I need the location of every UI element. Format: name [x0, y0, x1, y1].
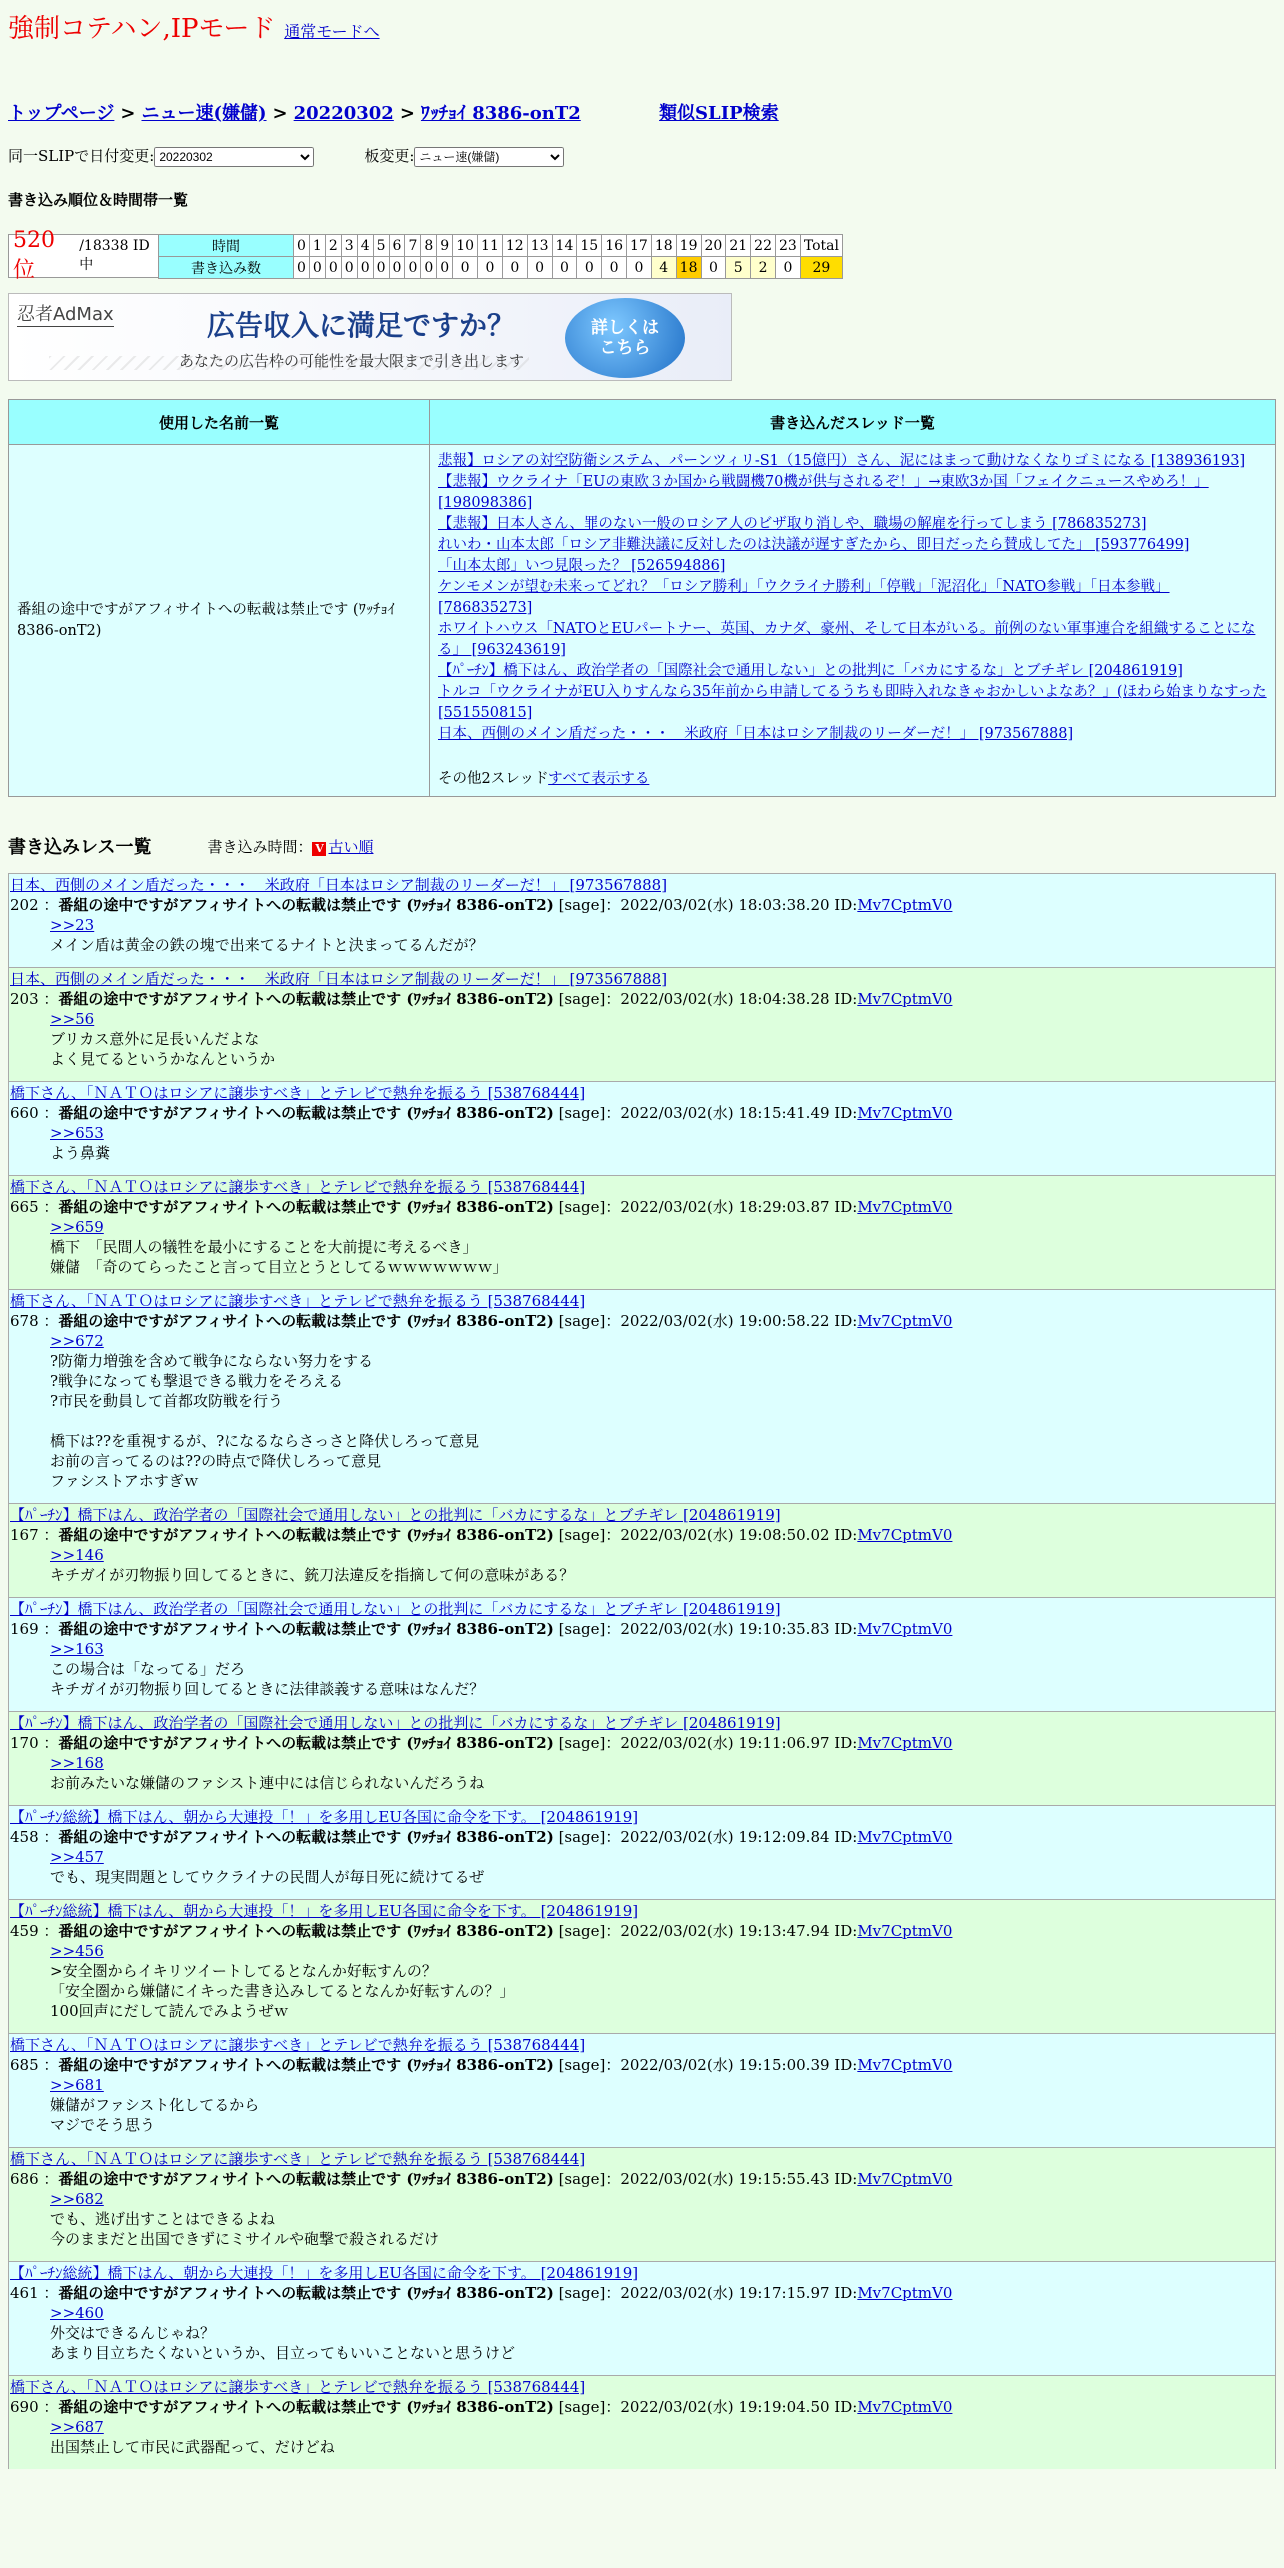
- post-thread-link[interactable]: 橋下さん、「ＮＡＴＯはロシアに譲歩すべき」とテレビで熱弁を振るう [538768444]: [10, 2150, 586, 2168]
- reply-anchor-link[interactable]: >>168: [50, 1754, 104, 1772]
- post-text: ブリカス意外に足長いんだよな よく見てるというかなんというか: [50, 1030, 276, 1068]
- post-meta: 170 ：番組の途中ですがアフィサイトへの転載は禁止です (ﾜｯﾁｮｲ 8386-onT2) [sage]：2022/03/02(水) 19:11:06.97 ID:Mv7CptmV0: [10, 1734, 953, 1752]
- thread-link[interactable]: ケンモメンが望む未来ってどれ？「ロシア勝利」「ウクライナ勝利」「停戦」「泥沼化」「NATO参戦」「日本参戦」 [786835273]: [438, 579, 1170, 616]
- post-body: [50, 1941, 1275, 2021]
- post-text: 外交はできるんじゃね？ あまり目立ちたくないというか、目立ってもいいことないと思うけど: [50, 2324, 516, 2362]
- ad-detail-button[interactable]: 詳しくは こちら: [565, 298, 685, 378]
- post-text: 橋下 「民間人の犠牲を最小にすることを大前提に考えるべき」 嫌儲 「奇のてらったこと言って目立とうとしてるｗｗｗｗｗｗｗ」: [50, 1238, 508, 1276]
- post-text: お前みたいな嫌儲のファシスト連中には信じられないんだろうね: [50, 1774, 485, 1792]
- date-select[interactable]: [154, 147, 314, 167]
- count-cell: 29: [800, 257, 842, 279]
- post-name: 番組の途中ですがアフィサイトへの転載は禁止です (ﾜｯﾁｮｲ 8386-onT2): [58, 1620, 554, 1638]
- post-body: [50, 915, 1275, 955]
- post-thread-link[interactable]: 【ﾊﾟｰﾁﾝ】橋下はん、政治学者の「国際社会で通用しない」との批判に「バカにするな」とブチギレ [204861919]: [10, 1714, 781, 1732]
- post-meta: 686 ：番組の途中ですがアフィサイトへの転載は禁止です (ﾜｯﾁｮｲ 8386-onT2) [sage]：2022/03/02(水) 19:15:55.43 ID:Mv7CptmV0: [10, 2170, 953, 2188]
- post-body: [50, 1545, 1275, 1585]
- hour-cell: 11: [478, 235, 503, 257]
- post-id-link[interactable]: Mv7CptmV0: [857, 1620, 953, 1638]
- post-text: でも、逃げ出すことはできるよね 今のままだと出国できずにミサイルや砲撃で殺されるだけ: [50, 2210, 439, 2248]
- responses-header: [8, 833, 1276, 859]
- post-meta: 461 ：番組の途中ですがアフィサイトへの転載は禁止です (ﾜｯﾁｮｲ 8386-onT2) [sage]：2022/03/02(水) 19:17:15.97 ID:Mv7CptmV0: [10, 2284, 953, 2302]
- post-info: [sage]：2022/03/02(水) 19:19:04.50 ID:: [553, 2398, 858, 2416]
- count-cell: 0: [602, 257, 627, 279]
- count-cell: 0: [405, 257, 421, 279]
- post-number: 169: [10, 1620, 39, 1638]
- hour-cell: 5: [373, 235, 389, 257]
- post: [8, 1597, 1276, 1711]
- normal-mode-link[interactable]: 通常モードへ: [284, 22, 380, 41]
- reply-anchor-link[interactable]: >>681: [50, 2076, 104, 2094]
- post: [8, 1081, 1276, 1175]
- post-name: 番組の途中ですがアフィサイトへの転載は禁止です (ﾜｯﾁｮｲ 8386-onT2): [58, 2056, 554, 2074]
- post-id-link[interactable]: Mv7CptmV0: [857, 990, 953, 1008]
- count-cell: 0: [453, 257, 478, 279]
- post-body: [50, 1639, 1275, 1699]
- breadcrumb-sep: >: [272, 103, 288, 124]
- post-info: [sage]：2022/03/02(水) 18:04:38.28 ID:: [553, 990, 858, 1008]
- count-label: 書き込み数: [159, 257, 294, 279]
- post-meta: 203 ：番組の途中ですがアフィサイトへの転載は禁止です (ﾜｯﾁｮｲ 8386-onT2) [sage]：2022/03/02(水) 18:04:38.28 ID:Mv7CptmV0: [10, 990, 953, 1008]
- thread-link[interactable]: 【悲報】ウクライナ「EUの東欧３か国から戦闘機70機が供与されるぞ！」→東欧3か国「フェイクニュースやめろ！」 [198098386]: [438, 474, 1209, 511]
- post-meta: 169 ：番組の途中ですがアフィサイトへの転載は禁止です (ﾜｯﾁｮｲ 8386-onT2) [sage]：2022/03/02(水) 19:10:35.83 ID:Mv7CptmV0: [10, 1620, 953, 1638]
- post-info: [sage]：2022/03/02(水) 18:03:38.20 ID:: [553, 896, 858, 914]
- post-number: 685: [10, 2056, 39, 2074]
- reply-anchor-link[interactable]: >>672: [50, 1332, 104, 1350]
- count-cell: 0: [357, 257, 373, 279]
- post-number: 459: [10, 1922, 39, 1940]
- post-meta: 459 ：番組の途中ですがアフィサイトへの転載は禁止です (ﾜｯﾁｮｲ 8386-onT2) [sage]：2022/03/02(水) 19:13:47.94 ID:Mv7CptmV0: [10, 1922, 953, 1940]
- post: [8, 967, 1276, 1081]
- hour-cell: 16: [602, 235, 627, 257]
- hour-cell: Total: [800, 235, 842, 257]
- hour-cell: 8: [421, 235, 437, 257]
- post-id-link[interactable]: Mv7CptmV0: [857, 2056, 953, 2074]
- post-text: よう鼻糞: [50, 1144, 111, 1162]
- threads-column-header: 書き込んだスレッド一覧: [430, 400, 1276, 445]
- post-id-link[interactable]: Mv7CptmV0: [857, 1526, 953, 1544]
- count-cell: 0: [527, 257, 552, 279]
- hour-cell: 12: [502, 235, 527, 257]
- hour-cell: 2: [325, 235, 341, 257]
- hour-cell: 15: [577, 235, 602, 257]
- post-text: キチガイが刃物振り回してるときに、銃刀法違反を指摘して何の意味がある？: [50, 1566, 575, 1584]
- sort-control: [207, 836, 373, 857]
- post-meta: 665 ：番組の途中ですがアフィサイトへの転載は禁止です (ﾜｯﾁｮｲ 8386-onT2) [sage]：2022/03/02(水) 18:29:03.87 ID:Mv7CptmV0: [10, 1198, 953, 1216]
- ad-headline: 広告収入に満足ですか？: [207, 309, 516, 342]
- post: [8, 1503, 1276, 1597]
- post-thread-link[interactable]: 橋下さん、「ＮＡＴＯはロシアに譲歩すべき」とテレビで熱弁を振るう [538768444]: [10, 1084, 586, 1102]
- hour-cell: 23: [775, 235, 800, 257]
- hour-cell: 10: [453, 235, 478, 257]
- reply-anchor-link[interactable]: >>456: [50, 1942, 104, 1960]
- post-meta: 167 ：番組の途中ですがアフィサイトへの転載は禁止です (ﾜｯﾁｮｲ 8386-onT2) [sage]：2022/03/02(水) 19:08:50.02 ID:Mv7CptmV0: [10, 1526, 953, 1544]
- post-thread-link[interactable]: 日本、西側のメイン盾だった・・・ 米政府「日本はロシア制裁のリーダーだ！」 [973567888]: [10, 970, 668, 988]
- post-info: [sage]：2022/03/02(水) 19:00:58.22 ID:: [553, 1312, 858, 1330]
- count-cell: 0: [552, 257, 577, 279]
- post-info: [sage]：2022/03/02(水) 18:29:03.87 ID:: [553, 1198, 858, 1216]
- post-name: 番組の途中ですがアフィサイトへの転載は禁止です (ﾜｯﾁｮｲ 8386-onT2): [58, 1526, 554, 1544]
- post-text: 出国禁止して市民に武器配って、だけどね: [50, 2438, 335, 2456]
- sort-oldest-link[interactable]: 古い順: [328, 837, 374, 856]
- reply-anchor-link[interactable]: >>460: [50, 2304, 104, 2322]
- used-name: 番組の途中ですがアフィサイトへの転載は禁止です (ﾜｯﾁｮｲ 8386-onT2): [9, 445, 430, 797]
- thread-list-cell: [430, 445, 1276, 797]
- count-cell: 18: [676, 257, 701, 279]
- date-select-label: 同一SLIPで日付変更:: [8, 147, 155, 165]
- post-thread-link[interactable]: 【ﾊﾟｰﾁﾝ総統】橋下はん、朝から大連投「！」を多用しEU各国に命令を下す。 [204861919]: [10, 1808, 639, 1826]
- similar-slip-search-link[interactable]: 類似SLIP検索: [659, 103, 779, 124]
- sort-toggle-icon[interactable]: V: [312, 842, 326, 856]
- post-id-link[interactable]: Mv7CptmV0: [857, 1828, 953, 1846]
- thread-link[interactable]: トルコ「ウクライナがEU入りすんなら35年前から申請してるうちも即時入れなきゃおかしいよなあ？」(ほわら始まりなすった [551550815]: [438, 684, 1267, 721]
- hour-cell: 6: [389, 235, 405, 257]
- count-cell: 0: [421, 257, 437, 279]
- count-row: [159, 257, 843, 279]
- post-number: 461: [10, 2284, 39, 2302]
- post-number: 665: [10, 1198, 39, 1216]
- hour-cell: 19: [676, 235, 701, 257]
- reply-anchor-link[interactable]: >>653: [50, 1124, 104, 1142]
- count-cell: 4: [651, 257, 676, 279]
- post-id-link[interactable]: Mv7CptmV0: [857, 1198, 953, 1216]
- reply-anchor-link[interactable]: >>146: [50, 1546, 104, 1564]
- post: [8, 2033, 1276, 2147]
- count-cell: 0: [341, 257, 357, 279]
- thread-link[interactable]: ホワイトハウス「NATOとEUパートナー、英国、カナダ、豪州、そして日本がいる。前例のない軍事連合を組織することになる」 [963243619]: [438, 621, 1256, 658]
- post-number: 170: [10, 1734, 39, 1752]
- post-name: 番組の途中ですがアフィサイトへの転載は禁止です (ﾜｯﾁｮｲ 8386-onT2): [58, 896, 554, 914]
- post: [8, 1899, 1276, 2033]
- names-threads-table: [8, 399, 1276, 797]
- count-cell: 0: [389, 257, 405, 279]
- post-meta: 690 ：番組の途中ですがアフィサイトへの転載は禁止です (ﾜｯﾁｮｲ 8386-onT2) [sage]：2022/03/02(水) 19:19:04.50 ID:Mv7CptmV0: [10, 2398, 953, 2416]
- post-body: [50, 1217, 1275, 1277]
- thread-link[interactable]: 【ﾊﾟｰﾁﾝ】橋下はん、政治学者の「国際社会で通用しない」との批判に「バカにするな」とブチギレ [204861919]: [438, 663, 1183, 679]
- post: [8, 1805, 1276, 1899]
- post-thread-link[interactable]: 日本、西側のメイン盾だった・・・ 米政府「日本はロシア制裁のリーダーだ！」 [973567888]: [10, 876, 668, 894]
- post-number: 690: [10, 2398, 39, 2416]
- post-meta: 678 ：番組の途中ですがアフィサイトへの転載は禁止です (ﾜｯﾁｮｲ 8386-onT2) [sage]：2022/03/02(水) 19:00:58.22 ID:Mv7CptmV0: [10, 1312, 953, 1330]
- post-number: 686: [10, 2170, 39, 2188]
- post: [8, 873, 1276, 967]
- hour-cell: 4: [357, 235, 373, 257]
- reply-anchor-link[interactable]: >>659: [50, 1218, 104, 1236]
- post-number: 203: [10, 990, 39, 1008]
- rank-box: [8, 228, 158, 283]
- names-column-header: 使用した名前一覧: [9, 400, 430, 445]
- reply-anchor-link[interactable]: >>682: [50, 2190, 104, 2208]
- post-id-link[interactable]: Mv7CptmV0: [857, 2284, 953, 2302]
- other-threads-count: その他2スレッド: [438, 771, 549, 787]
- post-thread-link[interactable]: 【ﾊﾟｰﾁﾝ総統】橋下はん、朝から大連投「！」を多用しEU各国に命令を下す。 [204861919]: [10, 1902, 639, 1920]
- post-id-link[interactable]: Mv7CptmV0: [857, 2170, 953, 2188]
- post-body: [50, 2075, 1275, 2135]
- thread-link[interactable]: 【悲報】日本人さん、罪のない一般のロシア人のビザ取り消しや、職場の解雇を行ってしまう [786835273]: [438, 516, 1147, 532]
- hour-cell: 3: [341, 235, 357, 257]
- post-name: 番組の途中ですがアフィサイトへの転載は禁止です (ﾜｯﾁｮｲ 8386-onT2): [58, 1828, 554, 1846]
- post-text: メイン盾は黄金の鉄の塊で出来てるナイトと決まってるんだが？: [50, 936, 484, 954]
- post-info: [sage]：2022/03/02(水) 19:15:55.43 ID:: [553, 2170, 858, 2188]
- post-number: 678: [10, 1312, 39, 1330]
- post-meta: 458 ：番組の途中ですがアフィサイトへの転載は禁止です (ﾜｯﾁｮｲ 8386-onT2) [sage]：2022/03/02(水) 19:12:09.84 ID:Mv7CptmV0: [10, 1828, 953, 1846]
- post-id-link[interactable]: Mv7CptmV0: [857, 2398, 953, 2416]
- post-list: [8, 873, 1276, 2469]
- count-cell: 0: [577, 257, 602, 279]
- breadcrumb-slip[interactable]: ﾜｯﾁｮｲ 8386-onT2: [420, 103, 581, 124]
- post-number: 202: [10, 896, 39, 914]
- rank-total: /18338 ID中: [79, 238, 150, 273]
- count-cell: 0: [627, 257, 652, 279]
- post-name: 番組の途中ですがアフィサイトへの転載は禁止です (ﾜｯﾁｮｲ 8386-onT2): [58, 1312, 554, 1330]
- hour-cell: 0: [294, 235, 310, 257]
- post-name: 番組の途中ですがアフィサイトへの転載は禁止です (ﾜｯﾁｮｲ 8386-onT2): [58, 1104, 554, 1122]
- ad-banner[interactable]: [8, 293, 732, 381]
- post: [8, 2375, 1276, 2469]
- count-cell: 5: [726, 257, 751, 279]
- post: [8, 2261, 1276, 2375]
- post: [8, 1289, 1276, 1503]
- post-info: [sage]：2022/03/02(水) 18:15:41.49 ID:: [553, 1104, 858, 1122]
- count-cell: 0: [775, 257, 800, 279]
- hour-cell: 17: [627, 235, 652, 257]
- post-name: 番組の途中ですがアフィサイトへの転載は禁止です (ﾜｯﾁｮｲ 8386-onT2): [58, 2284, 554, 2302]
- hour-cell: 9: [437, 235, 453, 257]
- post-name: 番組の途中ですがアフィサイトへの転載は禁止です (ﾜｯﾁｮｲ 8386-onT2): [58, 990, 554, 1008]
- hour-cell: 21: [726, 235, 751, 257]
- count-cell: 0: [437, 257, 453, 279]
- post: [8, 1711, 1276, 1805]
- post-thread-link[interactable]: 【ﾊﾟｰﾁﾝ】橋下はん、政治学者の「国際社会で通用しない」との批判に「バカにするな」とブチギレ [204861919]: [10, 1506, 781, 1524]
- breadcrumb-date[interactable]: 20220302: [293, 103, 394, 124]
- post-meta: 202 ：番組の途中ですがアフィサイトへの転載は禁止です (ﾜｯﾁｮｲ 8386-onT2) [sage]：2022/03/02(水) 18:03:38.20 ID:Mv7CptmV0: [10, 896, 953, 914]
- ad-logo: 忍者AdMax: [17, 300, 114, 327]
- post-thread-link[interactable]: 橋下さん、「ＮＡＴＯはロシアに譲歩すべき」とテレビで熱弁を振るう [538768444]: [10, 1178, 586, 1196]
- post-body: [50, 1847, 1275, 1887]
- post-name: 番組の途中ですがアフィサイトへの転載は禁止です (ﾜｯﾁｮｲ 8386-onT2): [58, 1198, 554, 1216]
- mode-header: [8, 8, 1276, 45]
- post-body: [50, 1753, 1275, 1793]
- post-info: [sage]：2022/03/02(水) 19:15:00.39 ID:: [553, 2056, 858, 2074]
- reply-anchor-link[interactable]: >>163: [50, 1640, 104, 1658]
- hour-cell: 20: [701, 235, 726, 257]
- hourly-table: [158, 234, 843, 279]
- other-threads: [438, 769, 1267, 790]
- post-text: 嫌儲がファシスト化してるから マジでそう思う: [50, 2096, 260, 2134]
- post-body: [50, 2417, 1275, 2457]
- hour-cell: 13: [527, 235, 552, 257]
- count-cell: 0: [478, 257, 503, 279]
- thread-link[interactable]: 日本、西側のメイン盾だった・・・ 米政府「日本はロシア制裁のリーダーだ！」 [973567888]: [438, 726, 1074, 742]
- post: [8, 1175, 1276, 1289]
- hour-row: [159, 235, 843, 257]
- post-info: [sage]：2022/03/02(水) 19:13:47.94 ID:: [553, 1922, 858, 1940]
- breadcrumb-sep: >: [120, 103, 136, 124]
- post-body: [50, 2303, 1275, 2363]
- count-cell: 2: [751, 257, 776, 279]
- selector-row: [8, 145, 1276, 167]
- post-name: 番組の途中ですがアフィサイトへの転載は禁止です (ﾜｯﾁｮｲ 8386-onT2): [58, 2398, 554, 2416]
- post-body: [50, 1331, 1275, 1491]
- rank-heading: 書き込み順位＆時間帯一覧: [8, 191, 189, 209]
- post-info: [sage]：2022/03/02(水) 19:08:50.02 ID:: [553, 1526, 858, 1544]
- post-id-link[interactable]: Mv7CptmV0: [857, 1312, 953, 1330]
- count-cell: 0: [701, 257, 726, 279]
- hour-cell: 18: [651, 235, 676, 257]
- post-body: [50, 1123, 1275, 1163]
- post-name: 番組の途中ですがアフィサイトへの転載は禁止です (ﾜｯﾁｮｲ 8386-onT2): [58, 1734, 554, 1752]
- hour-cell: 7: [405, 235, 421, 257]
- ad-subtext: あなたの広告枠の可能性を最大限まで引き出します: [179, 352, 525, 370]
- post: [8, 2147, 1276, 2261]
- post-number: 458: [10, 1828, 39, 1846]
- count-cell: 0: [309, 257, 325, 279]
- post-thread-link[interactable]: 橋下さん、「ＮＡＴＯはロシアに譲歩すべき」とテレビで熱弁を振るう [538768444]: [10, 2378, 586, 2396]
- post-body: [50, 1009, 1275, 1069]
- post-id-link[interactable]: Mv7CptmV0: [857, 1922, 953, 1940]
- post-id-link[interactable]: Mv7CptmV0: [857, 1734, 953, 1752]
- post-body: [50, 2189, 1275, 2249]
- rank-value: 520 位: [13, 228, 55, 283]
- post-thread-link[interactable]: 【ﾊﾟｰﾁﾝ総統】橋下はん、朝から大連投「！」を多用しEU各国に命令を下す。 [204861919]: [10, 2264, 639, 2282]
- thread-link[interactable]: 悲報】ロシアの対空防衛システム、パーンツィリ-S1（15億円）さん、泥にはまって動けなくなりゴミになる [138936193]: [438, 453, 1246, 469]
- hour-cell: 14: [552, 235, 577, 257]
- board-select[interactable]: [414, 147, 564, 167]
- post-info: [sage]：2022/03/02(水) 19:12:09.84 ID:: [553, 1828, 858, 1846]
- breadcrumb-board[interactable]: ニュー速(嫌儲): [141, 103, 267, 124]
- thread-link[interactable]: 「山本太郎」いつ見限った？ [526594886]: [438, 558, 726, 574]
- post-meta: 660 ：番組の途中ですがアフィサイトへの転載は禁止です (ﾜｯﾁｮｲ 8386-onT2) [sage]：2022/03/02(水) 18:15:41.49 ID:Mv7CptmV0: [10, 1104, 953, 1122]
- thread-link[interactable]: れいわ・山本太郎「ロシア非難決議に反対したのは決議が遅すぎたから、即日だったら賛成してた」 [593776499]: [438, 537, 1190, 553]
- post-info: [sage]：2022/03/02(水) 19:17:15.97 ID:: [553, 2284, 858, 2302]
- breadcrumb-top[interactable]: トップページ: [8, 103, 115, 124]
- time-label: 時間: [159, 235, 294, 257]
- post-text: この場合は「なってる」だろ キチガイが刃物振り回してるときに法律談義する意味はなんだ？: [50, 1660, 485, 1698]
- hour-cell: 1: [309, 235, 325, 257]
- post-number: 660: [10, 1104, 39, 1122]
- reply-anchor-link[interactable]: >>56: [50, 1010, 95, 1028]
- count-cell: 0: [325, 257, 341, 279]
- hour-cell: 22: [751, 235, 776, 257]
- post-id-link[interactable]: Mv7CptmV0: [857, 1104, 953, 1122]
- post-thread-link[interactable]: 【ﾊﾟｰﾁﾝ】橋下はん、政治学者の「国際社会で通用しない」との批判に「バカにするな」とブチギレ [204861919]: [10, 1600, 781, 1618]
- breadcrumb: [8, 99, 1276, 125]
- count-cell: 0: [294, 257, 310, 279]
- breadcrumb-sep: >: [399, 103, 415, 124]
- thread-list: [438, 451, 1267, 745]
- post-text: でも、現実問題としてウクライナの民間人が毎日死に続けてるぜ: [50, 1868, 485, 1886]
- post-info: [sage]：2022/03/02(水) 19:11:06.97 ID:: [553, 1734, 858, 1752]
- reply-anchor-link[interactable]: >>23: [50, 916, 95, 934]
- post-name: 番組の途中ですがアフィサイトへの転載は禁止です (ﾜｯﾁｮｲ 8386-onT2): [58, 1922, 554, 1940]
- post-id-link[interactable]: Mv7CptmV0: [857, 896, 953, 914]
- show-all-threads-link[interactable]: すべて表示する: [548, 771, 650, 787]
- post-thread-link[interactable]: 橋下さん、「ＮＡＴＯはロシアに譲歩すべき」とテレビで熱弁を振るう [538768444]: [10, 2036, 586, 2054]
- post-thread-link[interactable]: 橋下さん、「ＮＡＴＯはロシアに譲歩すべき」とテレビで熱弁を振るう [538768444]: [10, 1292, 586, 1310]
- count-cell: 0: [502, 257, 527, 279]
- count-cell: 0: [373, 257, 389, 279]
- post-text: >安全圏からイキリツイートしてるとなんか好転すんの？ 「安全圏から嫌儲にイキった書き込みしてるとなんか好転すんの？」 100回声にだして読んでみようぜｗ: [50, 1962, 515, 2020]
- rank-section: [8, 228, 1276, 283]
- post-number: 167: [10, 1526, 39, 1544]
- post-info: [sage]：2022/03/02(水) 19:10:35.83 ID:: [553, 1620, 858, 1638]
- reply-anchor-link[interactable]: >>457: [50, 1848, 104, 1866]
- time-label: 書き込み時間：: [207, 837, 313, 856]
- reply-anchor-link[interactable]: >>687: [50, 2418, 104, 2436]
- mode-title: 強制コテハン,IPモード: [8, 14, 276, 44]
- responses-heading: 書き込みレス一覧: [8, 837, 152, 858]
- board-select-label: 板変更:: [364, 147, 415, 165]
- post-name: 番組の途中ですがアフィサイトへの転載は禁止です (ﾜｯﾁｮｲ 8386-onT2): [58, 2170, 554, 2188]
- post-meta: 685 ：番組の途中ですがアフィサイトへの転載は禁止です (ﾜｯﾁｮｲ 8386-onT2) [sage]：2022/03/02(水) 19:15:00.39 ID:Mv7CptmV0: [10, 2056, 953, 2074]
- post-text: ?防衛力増強を含めて戦争にならない努力をする ?戦争になっても撃退できる戦力をそろえる ?市民を動員して首都攻防戦を行う 橋下は??を重視するが、?になるならさっさと降伏しろって意見 お前の言ってるのは??の時点で降伏しろって意見 ファシストアホすぎｗ: [50, 1352, 480, 1490]
